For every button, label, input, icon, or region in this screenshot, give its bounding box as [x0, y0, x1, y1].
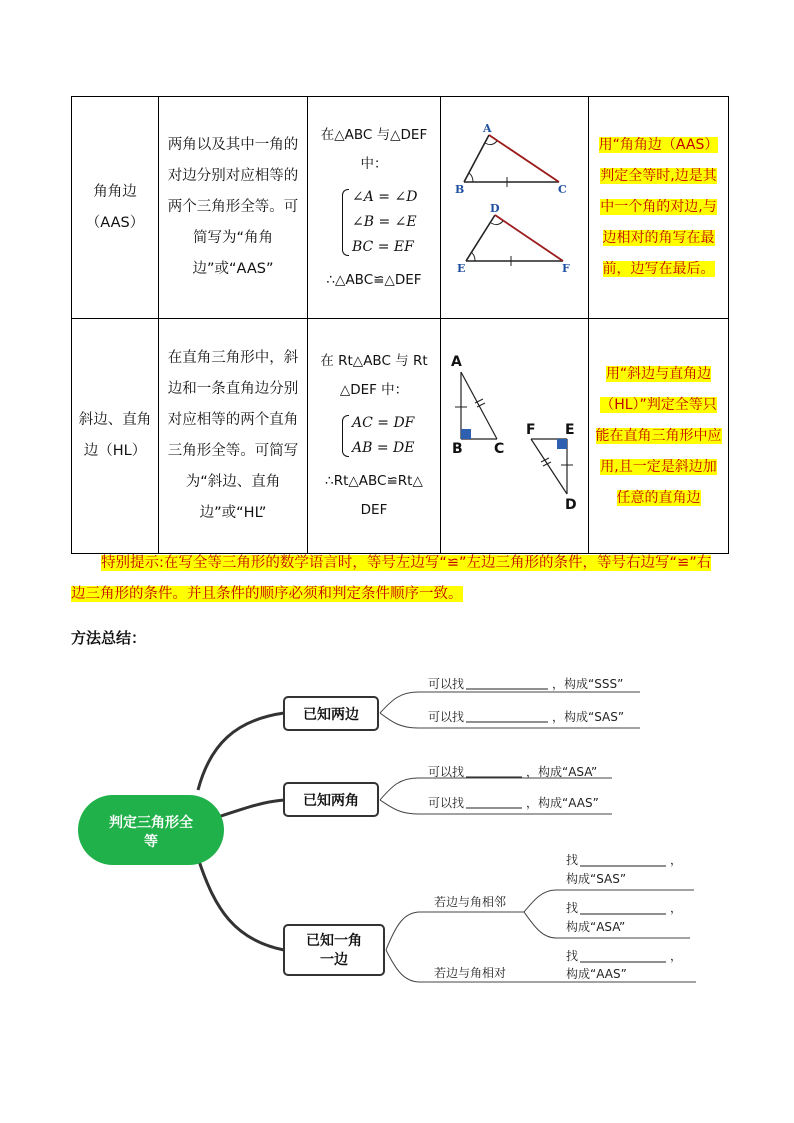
leaf-text: 构成“AAS”: [566, 967, 627, 981]
conclusion: ∴Rt△ABC≌Rt△: [325, 473, 423, 489]
table-row-aas: [72, 97, 729, 319]
leaf-text: 找: [566, 853, 579, 867]
sub-branch-label: 若边与角相对: [434, 966, 507, 980]
vertex-label: B: [452, 441, 463, 457]
branch-label: 已知一角: [306, 933, 362, 949]
criterion-note: 用“斜边与直角边（HL）”判定全等只能在直角三角形中应用,且一定是斜边加任意的直角边: [595, 365, 722, 506]
method-summary-title: 方法总结：: [71, 629, 147, 647]
leaf-text: ，构成“ASA”: [526, 765, 598, 779]
table-row-hl: [72, 319, 729, 554]
criterion-note-cell: [589, 319, 729, 554]
criterion-math-language: [308, 319, 441, 554]
given-line: 在△ABC 与△DEF: [320, 126, 428, 143]
branch-label: 一边: [320, 952, 348, 968]
mind-map-connector: [198, 713, 284, 790]
vertex-label: D: [490, 202, 500, 215]
criterion-abbr: （AAS）: [85, 214, 145, 231]
special-tip: [71, 548, 721, 610]
equation: AC = DF: [352, 415, 415, 431]
criterion-name-cell: [72, 319, 159, 554]
root-label: 等: [144, 834, 158, 850]
leaf-text: ，构成“SAS”: [552, 710, 625, 724]
leaf-text: 可以找: [428, 710, 465, 724]
criteria-table: [71, 96, 729, 554]
leaf-text: 构成“SAS”: [566, 872, 627, 886]
figure-cell: [441, 97, 589, 319]
leaf-text: 可以找: [428, 677, 465, 691]
vertex-label: A: [483, 122, 492, 135]
branch-label: 已知两角: [303, 793, 359, 809]
vertex-label: C: [558, 183, 567, 196]
vertex-label: F: [562, 262, 570, 275]
given-line: 在 Rt△ABC 与 Rt: [320, 353, 428, 369]
conclusion: ∴△ABC≌△DEF: [326, 271, 422, 288]
leaf-text: ，构成“SSS”: [552, 677, 624, 691]
vertex-label: D: [565, 497, 577, 513]
leaf-text: ，: [670, 949, 683, 963]
criterion-name: 角角边: [93, 183, 137, 200]
mind-map: [0, 650, 794, 990]
conclusion: DEF: [360, 502, 388, 518]
criterion-name: 斜边、直角: [78, 412, 152, 428]
equation: ∠B = ∠E: [352, 213, 417, 230]
vertex-label: E: [457, 262, 466, 275]
equation-system: [342, 411, 440, 461]
equation: ∠A = ∠D: [352, 188, 418, 205]
tip-label: 特别提示:: [101, 555, 164, 571]
leaf-text: 可以找: [428, 796, 465, 810]
criterion-note-cell: [589, 97, 729, 319]
given-line: 中：: [360, 155, 388, 172]
leaf-text: 找: [566, 949, 579, 963]
mind-map-connector: [198, 858, 284, 950]
given-line: △DEF 中：: [339, 382, 409, 398]
hl-triangles-figure: [441, 319, 588, 549]
branch-label: 已知两边: [303, 707, 359, 723]
vertex-label: F: [526, 422, 536, 438]
aas-triangles-figure: [441, 97, 588, 314]
criterion-description: 两角以及其中一角的对边分别对应相等的两个三角形全等。可简写为“角角边”或“AAS”: [159, 97, 308, 319]
criterion-note: 用“角角边（AAS）判定全等时,边是其中一个角的对边,与边相对的角写在最前，边写在最后。: [598, 137, 719, 277]
sub-branch-label: 若边与角相邻: [434, 895, 507, 909]
criterion-abbr: 边（HL）: [83, 443, 147, 459]
criterion-description: 在直角三角形中，斜边和一条直角边分别对应相等的两个直角三角形全等。可简写为“斜边、直角边”或“HL”: [159, 319, 308, 554]
vertex-label: C: [494, 441, 505, 457]
leaf-text: ，构成“AAS”: [526, 796, 599, 810]
root-label: 判定三角形全: [109, 815, 193, 831]
criterion-name-cell: [72, 97, 159, 319]
leaf-text: ，: [670, 853, 683, 867]
leaf-text: 构成“ASA”: [566, 920, 626, 934]
vertex-label: E: [565, 422, 575, 438]
equation-system: [342, 185, 440, 260]
leaf-text: 可以找: [428, 765, 465, 779]
mind-map-connector: [215, 800, 284, 818]
leaf-text: ，: [670, 901, 683, 915]
figure-cell: [441, 319, 589, 554]
tip-text: 在写全等三角形的数学语言时，等号左边写“≌”左边三角形的条件，等号右边写“≌”右边三角形的条件。并且条件的顺序必须和判定条件顺序一致。: [71, 555, 712, 602]
vertex-label: A: [451, 354, 462, 370]
criterion-math-language: [308, 97, 441, 319]
vertex-label: B: [455, 183, 465, 196]
equation: AB = DE: [352, 440, 415, 456]
equation: BC = EF: [352, 238, 414, 255]
leaf-text: 找: [566, 901, 579, 915]
